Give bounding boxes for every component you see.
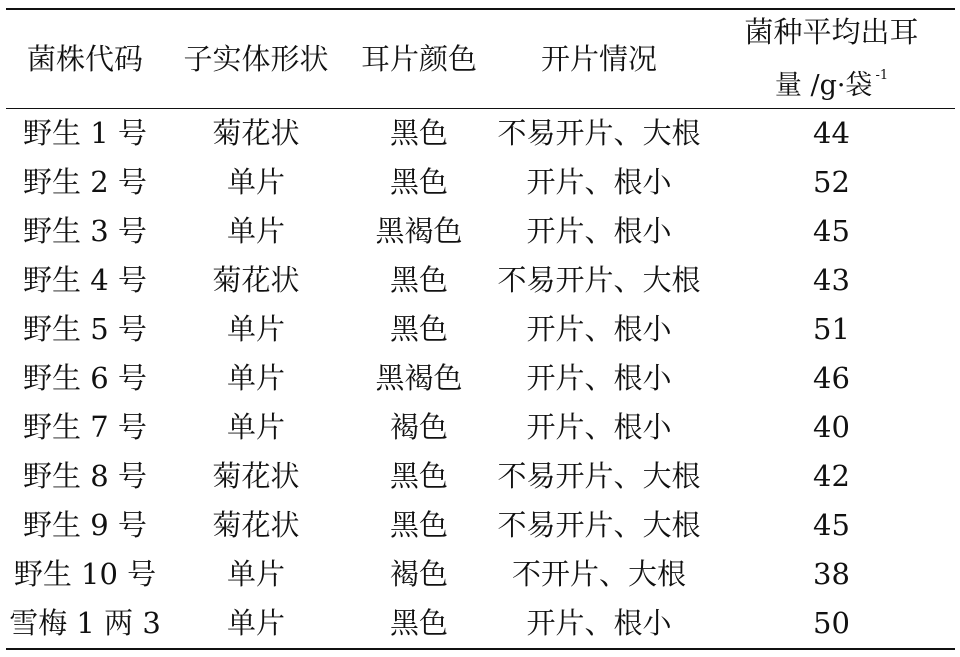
cell-yield: 45 <box>813 508 850 542</box>
cell-opening: 不易开片、大根 <box>497 263 701 297</box>
cell-strain-code: 野生 3 号 <box>23 214 147 248</box>
table-row <box>6 256 955 305</box>
cell-opening: 不易开片、大根 <box>497 116 701 150</box>
header-yield-exponent: -1 <box>875 68 889 83</box>
table-row <box>6 452 955 501</box>
cell-strain-code: 野生 10 号 <box>13 557 157 591</box>
cell-fruit-shape: 单片 <box>226 312 285 346</box>
cell-opening: 开片、根小 <box>526 214 672 248</box>
cell-ear-color: 黑色 <box>389 606 448 640</box>
cell-strain-code: 野生 2 号 <box>23 165 147 199</box>
cell-yield: 50 <box>813 606 850 640</box>
cell-opening: 不易开片、大根 <box>497 459 701 493</box>
table-row <box>6 305 955 354</box>
cell-ear-color: 褐色 <box>389 410 448 444</box>
header-fruit-shape: 子实体形状 <box>183 41 329 76</box>
strain-comparison-table <box>6 8 955 650</box>
cell-strain-code: 雪梅 1 两 3 <box>9 606 161 640</box>
cell-ear-color: 黑色 <box>389 263 448 297</box>
cell-opening: 开片、根小 <box>526 312 672 346</box>
cell-fruit-shape: 菊花状 <box>212 263 300 297</box>
cell-yield: 51 <box>813 312 850 346</box>
cell-ear-color: 黑色 <box>389 116 448 150</box>
cell-opening: 开片、根小 <box>526 410 672 444</box>
cell-fruit-shape: 菊花状 <box>212 459 300 493</box>
cell-ear-color: 黑色 <box>389 459 448 493</box>
cell-ear-color: 黑褐色 <box>375 214 463 248</box>
cell-strain-code: 野生 8 号 <box>23 459 147 493</box>
cell-yield: 42 <box>813 459 850 493</box>
cell-yield: 46 <box>813 361 850 395</box>
table-row <box>6 599 955 649</box>
cell-yield: 43 <box>813 263 850 297</box>
cell-fruit-shape: 单片 <box>226 361 285 395</box>
table-row <box>6 501 955 550</box>
cell-yield: 38 <box>813 557 850 591</box>
cell-strain-code: 野生 4 号 <box>23 263 147 297</box>
cell-strain-code: 野生 9 号 <box>23 508 147 542</box>
cell-yield: 52 <box>813 165 850 199</box>
cell-yield: 44 <box>813 116 850 150</box>
cell-fruit-shape: 菊花状 <box>212 508 300 542</box>
cell-fruit-shape: 单片 <box>226 557 285 591</box>
cell-fruit-shape: 单片 <box>226 606 285 640</box>
header-yield-unit: 量 /g·袋 <box>774 70 873 101</box>
table-row <box>6 550 955 599</box>
table-row <box>6 158 955 207</box>
cell-ear-color: 黑褐色 <box>375 361 463 395</box>
cell-strain-code: 野生 6 号 <box>23 361 147 395</box>
cell-ear-color: 黑色 <box>389 312 448 346</box>
cell-strain-code: 野生 7 号 <box>23 410 147 444</box>
header-strain-code: 菌株代码 <box>26 41 143 76</box>
cell-opening: 开片、根小 <box>526 165 672 199</box>
cell-strain-code: 野生 5 号 <box>23 312 147 346</box>
table-row <box>6 207 955 256</box>
header-yield <box>708 9 955 109</box>
cell-fruit-shape: 单片 <box>226 165 285 199</box>
cell-fruit-shape: 菊花状 <box>212 116 300 150</box>
header-yield-line1: 菌种平均出耳 <box>744 15 919 49</box>
header-yield-line2 <box>708 54 955 108</box>
table-header <box>6 9 955 109</box>
cell-yield: 45 <box>813 214 850 248</box>
header-ear-color: 耳片颜色 <box>360 41 477 76</box>
table-row <box>6 354 955 403</box>
cell-strain-code: 野生 1 号 <box>23 116 147 150</box>
cell-opening: 不易开片、大根 <box>497 508 701 542</box>
header-row <box>6 9 955 109</box>
cell-fruit-shape: 单片 <box>226 410 285 444</box>
table-body <box>6 109 955 650</box>
cell-ear-color: 黑色 <box>389 165 448 199</box>
cell-opening: 不开片、大根 <box>511 557 686 591</box>
table-row <box>6 109 955 159</box>
table-row <box>6 403 955 452</box>
cell-opening: 开片、根小 <box>526 361 672 395</box>
cell-opening: 开片、根小 <box>526 606 672 640</box>
cell-yield: 40 <box>813 410 850 444</box>
cell-ear-color: 黑色 <box>389 508 448 542</box>
header-opening: 开片情况 <box>540 41 657 76</box>
cell-ear-color: 褐色 <box>389 557 448 591</box>
cell-fruit-shape: 单片 <box>226 214 285 248</box>
